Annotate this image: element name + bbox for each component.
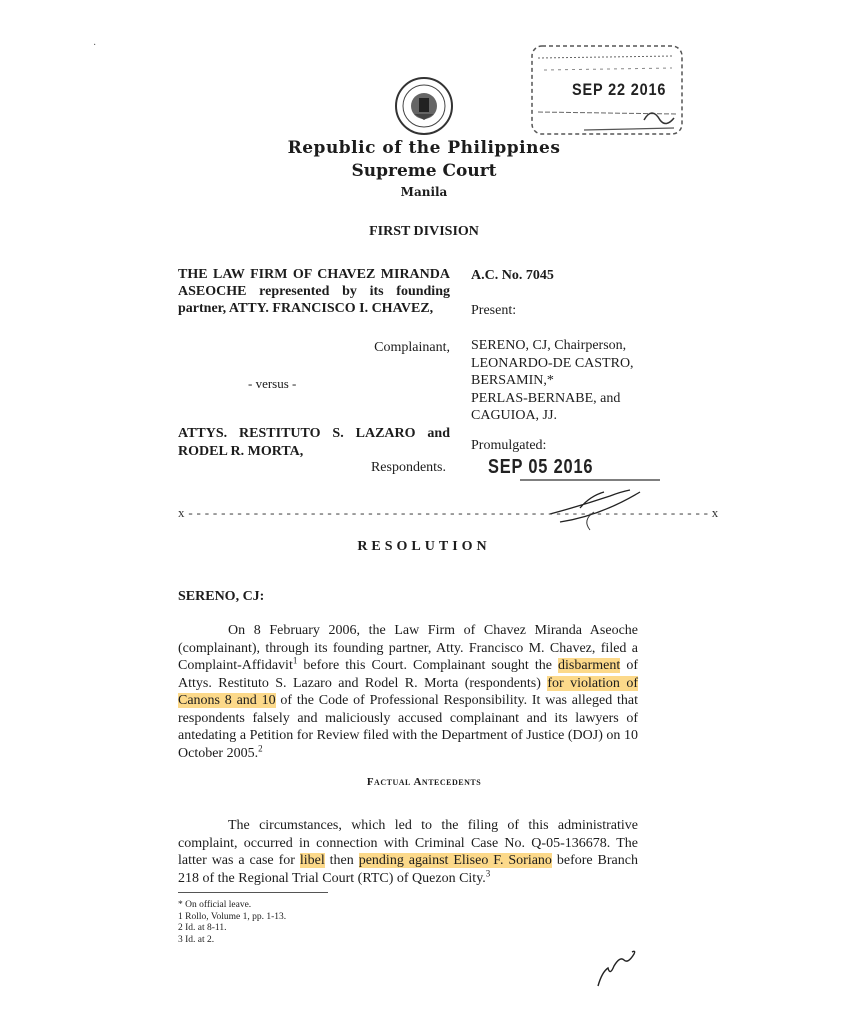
highlight: libel xyxy=(299,853,325,868)
member-line: CAGUIOA, JJ. xyxy=(471,408,557,423)
stamp-date: SEP 22 2016 xyxy=(572,80,667,99)
versus-label: - versus - xyxy=(248,376,297,391)
highlight: for violation of Canons 8 and 10 xyxy=(178,675,638,708)
complainant-name: THE LAW FIRM OF CHAVEZ MIRANDA ASEOCHE represented by its founding partner, ATTY. FRANCISCO I. CHAVEZ, xyxy=(178,267,450,316)
footnote-divider xyxy=(178,892,328,893)
footnote-ref: 1 xyxy=(292,655,298,666)
member-line: LEONARDO-DE CASTRO, xyxy=(471,355,634,371)
division-members xyxy=(471,337,634,425)
member-line: PERLAS-BERNABE, and xyxy=(471,390,621,406)
footnotes xyxy=(178,900,286,946)
court-heading: Supreme Court xyxy=(351,161,497,181)
highlight: pending against Eliseo F. Soriano xyxy=(358,853,552,868)
footnote-ref: 2 xyxy=(258,742,263,753)
case-number: A.C. No. 7045 xyxy=(471,268,554,283)
handwritten-initials xyxy=(594,946,640,990)
paragraph-1: On 8 February 2006, the Law Firm of Chavez Miranda Aseoche (complainant), through its founding partner, Atty. Francisco M. Chavez, filed a Complaint-Affidavit$^1$ before this Court. Complainant sought the disbarment of Attys. Restituto S. Lazaro and Rodel R. Morta (respondents) for violation of Canons 8 and 10 of the Code of Professional Responsibility. It was alleged that respondents falsely and maliciously accused complainant and its lawyers of antedating a Petition for Review filed with the Department of Justice (DOJ) on 10 October 2005.$^2$ xyxy=(178,623,638,761)
highlight: disbarment xyxy=(558,658,621,673)
paragraph-2: The circumstances, which led to the filing of this administrative complaint, occurred in connection with Criminal Case No. Q-05-136678. The latter was a case for libel then pending against Eliseo F. Soriano before Branch 218 of the Regional Trial Court (RTC) of Quezon City.$^3$ xyxy=(178,818,638,886)
footnote: 3 Id. at 2. xyxy=(178,934,215,945)
division-title: FIRST DIVISION xyxy=(369,224,479,239)
republic-heading: Republic of the Philippines xyxy=(287,138,561,158)
complainant-label: Complainant, xyxy=(374,340,450,355)
member-line: BERSAMIN,* xyxy=(471,373,554,388)
city-heading: Manila xyxy=(400,185,448,199)
respondent-names: ATTYS. RESTITUTO S. LAZARO and RODEL R. MORTA, xyxy=(178,426,450,459)
ponente: SERENO, CJ: xyxy=(178,589,265,604)
member-line: SERENO, CJ, Chairperson, xyxy=(471,338,627,353)
resolution-title: RESOLUTION xyxy=(357,539,491,554)
promulgated-label: Promulgated: xyxy=(471,438,547,453)
promulgated-date: SEP 05 2016 xyxy=(488,456,594,478)
footnote: 2 Id. at 8-11. xyxy=(178,923,227,933)
supreme-court-seal xyxy=(386,76,462,136)
footnote: * On official leave. xyxy=(178,900,252,910)
scan-specks: · xyxy=(93,40,97,51)
caption-separator: x - - - - - - - - - - - - - - - - - - - - - - - - - - - - - - - - - - - - - - - - - - - - - - - - - - - - - - - - - - - - - - - - x xyxy=(178,505,719,520)
present-label: Present: xyxy=(471,303,517,318)
footnote: 1 Rollo, Volume 1, pp. 1-13. xyxy=(178,911,287,922)
section-heading: Factual Antecedents xyxy=(366,776,482,788)
respondents-label: Respondents. xyxy=(370,460,446,475)
footnote-ref: 3 xyxy=(485,867,491,878)
